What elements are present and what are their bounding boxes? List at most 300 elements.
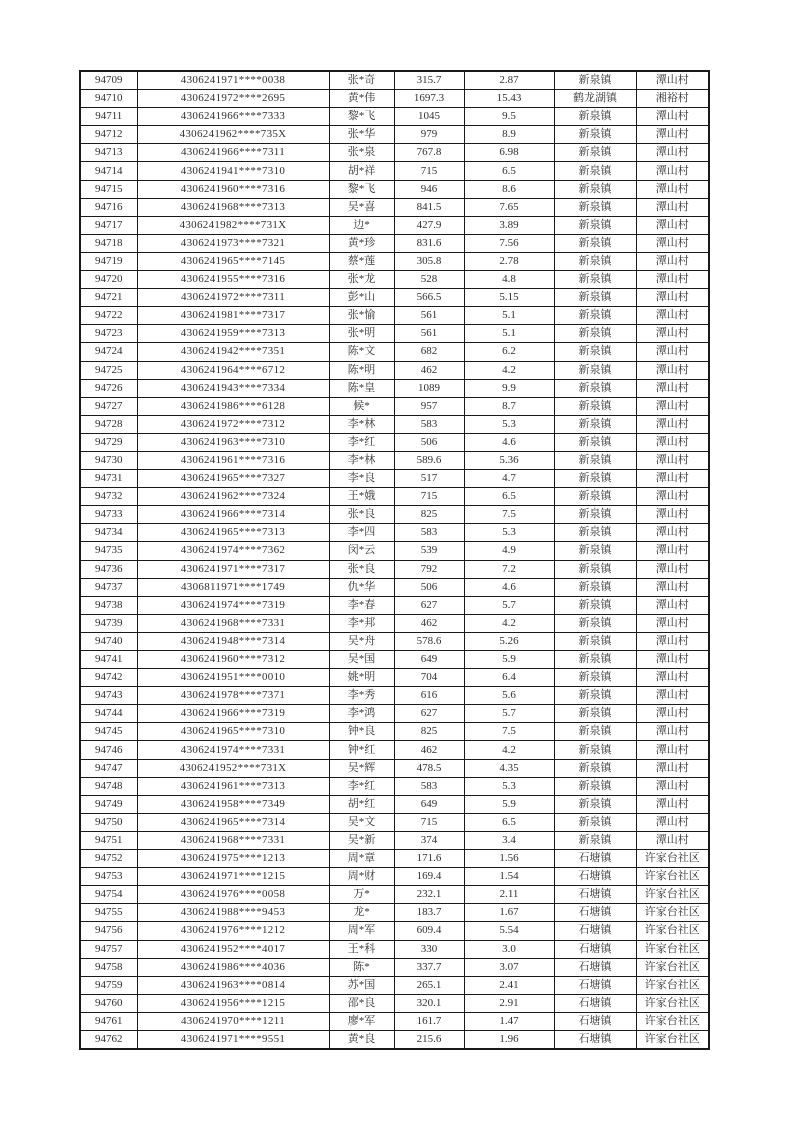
masked-id-number: 4306241956****1215 [137, 994, 329, 1012]
village: 潭山村 [636, 71, 709, 90]
amount-primary: 704 [394, 669, 464, 687]
amount-secondary: 4.2 [464, 614, 554, 632]
table-row [80, 126, 709, 144]
masked-name: 黄*伟 [329, 90, 394, 108]
village: 潭山村 [636, 271, 709, 289]
masked-id-number: 4306241968****7331 [137, 614, 329, 632]
masked-id-number: 4306241972****2695 [137, 90, 329, 108]
amount-primary: 609.4 [394, 922, 464, 940]
masked-name: 张*奇 [329, 71, 394, 90]
table-row [80, 542, 709, 560]
masked-name: 陈*明 [329, 361, 394, 379]
amount-secondary: 6.5 [464, 488, 554, 506]
table-row [80, 361, 709, 379]
village: 潭山村 [636, 451, 709, 469]
row-number: 94760 [80, 994, 137, 1012]
masked-id-number: 4306241952****731X [137, 759, 329, 777]
town: 新泉镇 [554, 325, 636, 343]
row-number: 94721 [80, 289, 137, 307]
town: 新泉镇 [554, 289, 636, 307]
village: 潭山村 [636, 506, 709, 524]
masked-name: 钟*红 [329, 741, 394, 759]
amount-primary: 1089 [394, 379, 464, 397]
masked-name: 李*春 [329, 596, 394, 614]
village: 潭山村 [636, 687, 709, 705]
row-number: 94748 [80, 777, 137, 795]
row-number: 94709 [80, 71, 137, 90]
town: 新泉镇 [554, 542, 636, 560]
masked-id-number: 4306241962****735X [137, 126, 329, 144]
row-number: 94757 [80, 940, 137, 958]
table-row [80, 687, 709, 705]
amount-primary: 169.4 [394, 868, 464, 886]
masked-name: 黎*飞 [329, 108, 394, 126]
masked-id-number: 4306241968****7331 [137, 831, 329, 849]
village: 潭山村 [636, 289, 709, 307]
amount-primary: 715 [394, 162, 464, 180]
amount-secondary: 4.8 [464, 271, 554, 289]
town: 新泉镇 [554, 180, 636, 198]
amount-primary: 161.7 [394, 1012, 464, 1030]
amount-primary: 561 [394, 325, 464, 343]
town: 新泉镇 [554, 271, 636, 289]
masked-id-number: 4306241982****731X [137, 216, 329, 234]
row-number: 94713 [80, 144, 137, 162]
masked-id-number: 4306241958****7349 [137, 795, 329, 813]
row-number: 94747 [80, 759, 137, 777]
masked-id-number: 4306241971****0038 [137, 71, 329, 90]
masked-id-number: 4306241975****1213 [137, 850, 329, 868]
table-row [80, 216, 709, 234]
amount-secondary: 4.2 [464, 361, 554, 379]
town: 新泉镇 [554, 252, 636, 270]
amount-secondary: 5.9 [464, 651, 554, 669]
village: 许家台社区 [636, 976, 709, 994]
row-number: 94727 [80, 397, 137, 415]
row-number: 94737 [80, 578, 137, 596]
town: 新泉镇 [554, 343, 636, 361]
row-number: 94734 [80, 524, 137, 542]
row-number: 94710 [80, 90, 137, 108]
row-number: 94739 [80, 614, 137, 632]
amount-primary: 539 [394, 542, 464, 560]
masked-name: 彭*山 [329, 289, 394, 307]
village: 潭山村 [636, 433, 709, 451]
row-number: 94718 [80, 234, 137, 252]
masked-id-number: 4306241941****7310 [137, 162, 329, 180]
amount-secondary: 1.54 [464, 868, 554, 886]
amount-secondary: 4.6 [464, 433, 554, 451]
amount-secondary: 7.65 [464, 198, 554, 216]
masked-id-number: 4306241963****0814 [137, 976, 329, 994]
masked-id-number: 4306241955****7316 [137, 271, 329, 289]
amount-secondary: 9.5 [464, 108, 554, 126]
town: 新泉镇 [554, 831, 636, 849]
masked-id-number: 4306241951****0010 [137, 669, 329, 687]
masked-name: 钟*良 [329, 723, 394, 741]
masked-id-number: 4306241942****7351 [137, 343, 329, 361]
row-number: 94720 [80, 271, 137, 289]
table-row [80, 813, 709, 831]
row-number: 94711 [80, 108, 137, 126]
amount-primary: 627 [394, 705, 464, 723]
masked-name: 蔡*莲 [329, 252, 394, 270]
table-row [80, 162, 709, 180]
town: 石塘镇 [554, 1030, 636, 1049]
table-row [80, 325, 709, 343]
amount-primary: 957 [394, 397, 464, 415]
table-row [80, 307, 709, 325]
amount-secondary: 6.2 [464, 343, 554, 361]
village: 潭山村 [636, 723, 709, 741]
masked-name: 廖*军 [329, 1012, 394, 1030]
row-number: 94712 [80, 126, 137, 144]
masked-id-number: 4306241948****7314 [137, 632, 329, 650]
masked-id-number: 4306241974****7362 [137, 542, 329, 560]
village: 潭山村 [636, 144, 709, 162]
masked-name: 吴*新 [329, 831, 394, 849]
village: 湘裕村 [636, 90, 709, 108]
table-row [80, 886, 709, 904]
row-number: 94752 [80, 850, 137, 868]
village: 许家台社区 [636, 1030, 709, 1049]
village: 潭山村 [636, 705, 709, 723]
amount-primary: 528 [394, 271, 464, 289]
masked-id-number: 4306241986****6128 [137, 397, 329, 415]
amount-primary: 320.1 [394, 994, 464, 1012]
masked-name: 陈*文 [329, 343, 394, 361]
village: 潭山村 [636, 560, 709, 578]
masked-name: 苏*国 [329, 976, 394, 994]
table-row [80, 560, 709, 578]
masked-name: 万* [329, 886, 394, 904]
village: 许家台社区 [636, 994, 709, 1012]
town: 新泉镇 [554, 361, 636, 379]
village: 潭山村 [636, 470, 709, 488]
masked-id-number: 4306241972****7312 [137, 415, 329, 433]
amount-primary: 517 [394, 470, 464, 488]
masked-name: 李*红 [329, 777, 394, 795]
village: 潭山村 [636, 632, 709, 650]
masked-id-number: 4306241965****7313 [137, 524, 329, 542]
town: 新泉镇 [554, 234, 636, 252]
amount-secondary: 5.9 [464, 795, 554, 813]
masked-name: 李*秀 [329, 687, 394, 705]
amount-primary: 649 [394, 795, 464, 813]
table-row [80, 795, 709, 813]
village: 潭山村 [636, 234, 709, 252]
village: 潭山村 [636, 162, 709, 180]
table-row [80, 397, 709, 415]
masked-name: 李*林 [329, 415, 394, 433]
masked-name: 李*林 [329, 451, 394, 469]
row-number: 94732 [80, 488, 137, 506]
amount-primary: 767.8 [394, 144, 464, 162]
masked-name: 张*龙 [329, 271, 394, 289]
masked-id-number: 4306241970****1211 [137, 1012, 329, 1030]
village: 潭山村 [636, 542, 709, 560]
table-row [80, 108, 709, 126]
amount-primary: 305.8 [394, 252, 464, 270]
town: 石塘镇 [554, 868, 636, 886]
amount-primary: 427.9 [394, 216, 464, 234]
row-number: 94731 [80, 470, 137, 488]
town: 新泉镇 [554, 379, 636, 397]
masked-id-number: 4306241971****1215 [137, 868, 329, 886]
amount-secondary: 5.3 [464, 777, 554, 795]
amount-secondary: 5.26 [464, 632, 554, 650]
masked-name: 吴*国 [329, 651, 394, 669]
masked-id-number: 4306241961****7313 [137, 777, 329, 795]
row-number: 94722 [80, 307, 137, 325]
amount-primary: 578.6 [394, 632, 464, 650]
table-row [80, 90, 709, 108]
village: 潭山村 [636, 614, 709, 632]
masked-name: 吴*喜 [329, 198, 394, 216]
town: 石塘镇 [554, 904, 636, 922]
row-number: 94726 [80, 379, 137, 397]
town: 新泉镇 [554, 470, 636, 488]
amount-primary: 506 [394, 433, 464, 451]
row-number: 94740 [80, 632, 137, 650]
table-row [80, 415, 709, 433]
amount-secondary: 2.41 [464, 976, 554, 994]
table-row [80, 868, 709, 886]
masked-id-number: 4306241986****4036 [137, 958, 329, 976]
amount-secondary: 5.54 [464, 922, 554, 940]
amount-secondary: 8.7 [464, 397, 554, 415]
table-row [80, 234, 709, 252]
masked-name: 张*良 [329, 560, 394, 578]
table-row [80, 271, 709, 289]
row-number: 94738 [80, 596, 137, 614]
amount-secondary: 3.07 [464, 958, 554, 976]
table-row [80, 904, 709, 922]
row-number: 94759 [80, 976, 137, 994]
row-number: 94733 [80, 506, 137, 524]
row-number: 94723 [80, 325, 137, 343]
row-number: 94719 [80, 252, 137, 270]
row-number: 94745 [80, 723, 137, 741]
row-number: 94735 [80, 542, 137, 560]
town: 新泉镇 [554, 506, 636, 524]
masked-name: 周*章 [329, 850, 394, 868]
village: 许家台社区 [636, 922, 709, 940]
table-row [80, 850, 709, 868]
amount-primary: 1045 [394, 108, 464, 126]
masked-id-number: 4306241981****7317 [137, 307, 329, 325]
town: 新泉镇 [554, 162, 636, 180]
table-row [80, 198, 709, 216]
table-row [80, 759, 709, 777]
masked-name: 龙* [329, 904, 394, 922]
masked-name: 李*红 [329, 433, 394, 451]
masked-id-number: 4306241973****7321 [137, 234, 329, 252]
amount-secondary: 7.5 [464, 723, 554, 741]
row-number: 94724 [80, 343, 137, 361]
town: 新泉镇 [554, 596, 636, 614]
town: 新泉镇 [554, 415, 636, 433]
town: 新泉镇 [554, 614, 636, 632]
table-row [80, 252, 709, 270]
amount-secondary: 9.9 [464, 379, 554, 397]
town: 新泉镇 [554, 216, 636, 234]
town: 石塘镇 [554, 850, 636, 868]
town: 新泉镇 [554, 651, 636, 669]
masked-id-number: 4306241976****0058 [137, 886, 329, 904]
table-body [80, 71, 709, 1049]
table-row [80, 144, 709, 162]
town: 新泉镇 [554, 560, 636, 578]
amount-secondary: 4.6 [464, 578, 554, 596]
amount-secondary: 3.4 [464, 831, 554, 849]
table-row [80, 831, 709, 849]
row-number: 94749 [80, 795, 137, 813]
table-row [80, 488, 709, 506]
amount-secondary: 1.67 [464, 904, 554, 922]
row-number: 94755 [80, 904, 137, 922]
amount-secondary: 6.5 [464, 813, 554, 831]
village: 潭山村 [636, 415, 709, 433]
village: 潭山村 [636, 777, 709, 795]
amount-primary: 715 [394, 813, 464, 831]
masked-id-number: 4306241965****7310 [137, 723, 329, 741]
amount-primary: 506 [394, 578, 464, 596]
town: 石塘镇 [554, 922, 636, 940]
town: 新泉镇 [554, 144, 636, 162]
masked-id-number: 4306241966****7311 [137, 144, 329, 162]
village: 许家台社区 [636, 886, 709, 904]
table-row [80, 1012, 709, 1030]
amount-primary: 374 [394, 831, 464, 849]
masked-id-number: 4306241965****7145 [137, 252, 329, 270]
masked-name: 邵*良 [329, 994, 394, 1012]
town: 新泉镇 [554, 307, 636, 325]
town: 石塘镇 [554, 886, 636, 904]
town: 石塘镇 [554, 994, 636, 1012]
town: 新泉镇 [554, 108, 636, 126]
amount-secondary: 15.43 [464, 90, 554, 108]
row-number: 94741 [80, 651, 137, 669]
town: 新泉镇 [554, 777, 636, 795]
town: 石塘镇 [554, 976, 636, 994]
table-row [80, 289, 709, 307]
masked-id-number: 4306241966****7319 [137, 705, 329, 723]
masked-name: 闵*云 [329, 542, 394, 560]
town: 新泉镇 [554, 705, 636, 723]
amount-secondary: 1.47 [464, 1012, 554, 1030]
village: 许家台社区 [636, 958, 709, 976]
town: 鹤龙湖镇 [554, 90, 636, 108]
amount-primary: 566.5 [394, 289, 464, 307]
amount-secondary: 2.87 [464, 71, 554, 90]
masked-name: 姚*明 [329, 669, 394, 687]
masked-name: 仇*华 [329, 578, 394, 596]
town: 石塘镇 [554, 958, 636, 976]
village: 潭山村 [636, 126, 709, 144]
table-row [80, 343, 709, 361]
amount-secondary: 8.6 [464, 180, 554, 198]
amount-secondary: 5.6 [464, 687, 554, 705]
village: 潭山村 [636, 669, 709, 687]
row-number: 94716 [80, 198, 137, 216]
masked-name: 胡*祥 [329, 162, 394, 180]
masked-id-number: 4306241968****7313 [137, 198, 329, 216]
row-number: 94761 [80, 1012, 137, 1030]
masked-name: 黄*良 [329, 1030, 394, 1049]
village: 潭山村 [636, 397, 709, 415]
amount-secondary: 7.56 [464, 234, 554, 252]
masked-name: 周*财 [329, 868, 394, 886]
town: 新泉镇 [554, 795, 636, 813]
amount-primary: 561 [394, 307, 464, 325]
masked-name: 李*鸿 [329, 705, 394, 723]
table-row [80, 614, 709, 632]
village: 潭山村 [636, 307, 709, 325]
masked-id-number: 4306811971****1749 [137, 578, 329, 596]
amount-secondary: 7.2 [464, 560, 554, 578]
row-number: 94762 [80, 1030, 137, 1049]
masked-id-number: 4306241963****7310 [137, 433, 329, 451]
amount-secondary: 5.7 [464, 596, 554, 614]
row-number: 94750 [80, 813, 137, 831]
amount-secondary: 5.1 [464, 325, 554, 343]
table-row [80, 777, 709, 795]
amount-primary: 825 [394, 723, 464, 741]
amount-primary: 337.7 [394, 958, 464, 976]
table-row [80, 433, 709, 451]
village: 许家台社区 [636, 850, 709, 868]
amount-secondary: 5.15 [464, 289, 554, 307]
masked-id-number: 4306241965****7314 [137, 813, 329, 831]
row-number: 94715 [80, 180, 137, 198]
masked-name: 李*四 [329, 524, 394, 542]
masked-id-number: 4306241971****9551 [137, 1030, 329, 1049]
masked-id-number: 4306241966****7314 [137, 506, 329, 524]
village: 潭山村 [636, 759, 709, 777]
row-number: 94758 [80, 958, 137, 976]
masked-id-number: 4306241976****1212 [137, 922, 329, 940]
amount-primary: 462 [394, 361, 464, 379]
town: 新泉镇 [554, 669, 636, 687]
amount-secondary: 8.9 [464, 126, 554, 144]
row-number: 94742 [80, 669, 137, 687]
row-number: 94744 [80, 705, 137, 723]
masked-id-number: 4306241959****7313 [137, 325, 329, 343]
amount-primary: 215.6 [394, 1030, 464, 1049]
amount-secondary: 5.1 [464, 307, 554, 325]
masked-id-number: 4306241974****7331 [137, 741, 329, 759]
masked-id-number: 4306241952****4017 [137, 940, 329, 958]
amount-primary: 583 [394, 415, 464, 433]
amount-primary: 627 [394, 596, 464, 614]
row-number: 94728 [80, 415, 137, 433]
town: 新泉镇 [554, 578, 636, 596]
village: 潭山村 [636, 578, 709, 596]
amount-primary: 330 [394, 940, 464, 958]
amount-secondary: 5.3 [464, 524, 554, 542]
amount-secondary: 5.7 [464, 705, 554, 723]
row-number: 94717 [80, 216, 137, 234]
amount-secondary: 3.0 [464, 940, 554, 958]
village: 许家台社区 [636, 940, 709, 958]
masked-id-number: 4306241974****7319 [137, 596, 329, 614]
masked-id-number: 4306241960****7312 [137, 651, 329, 669]
masked-name: 张*明 [329, 325, 394, 343]
masked-id-number: 4306241964****6712 [137, 361, 329, 379]
row-number: 94736 [80, 560, 137, 578]
row-number: 94753 [80, 868, 137, 886]
